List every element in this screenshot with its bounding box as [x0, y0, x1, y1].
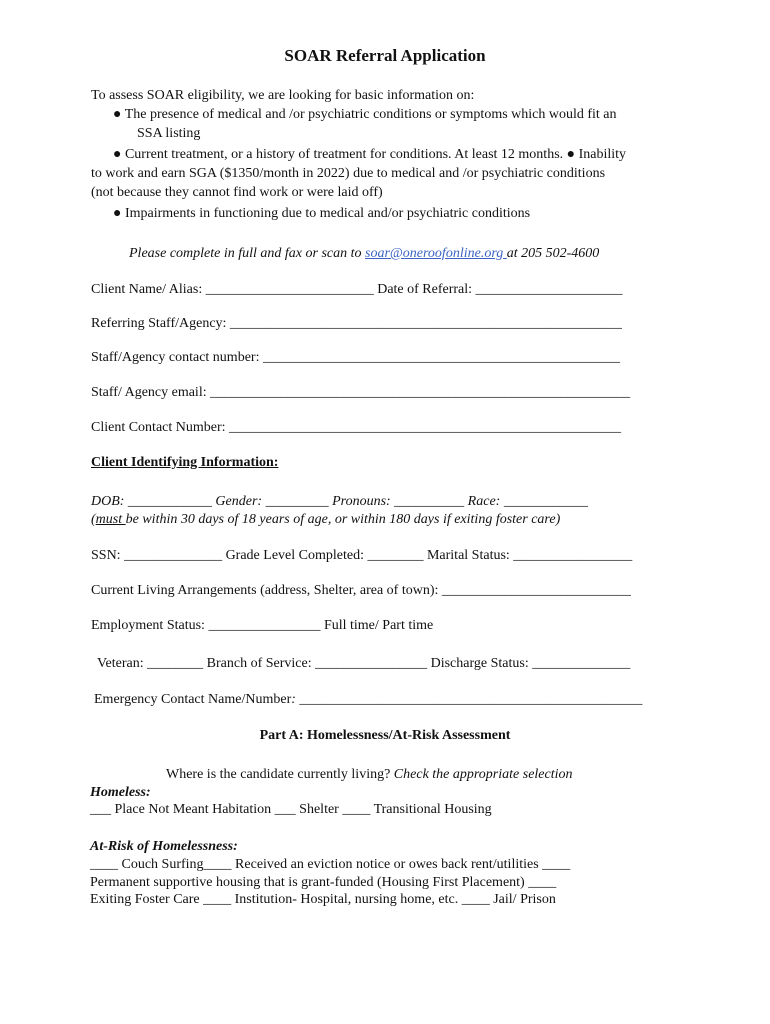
living-question-text: Where is the candidate currently living?: [166, 767, 394, 782]
dob-gender-pronouns-race-field[interactable]: DOB: ____________ Gender: _________ Pronouns: __________ Race: ____________: [91, 494, 588, 509]
bullet-treatment-cont2: (not because they cannot find work or were laid off): [91, 185, 383, 200]
age-requirement-note: [91, 511, 560, 529]
note-open-paren: (: [91, 512, 96, 527]
client-name-and-referral-date-field[interactable]: Client Name/ Alias: ________________________ Date of Referral: _____________________: [91, 282, 623, 297]
homeless-heading: Homeless:: [90, 785, 151, 800]
at-risk-options-line1[interactable]: ____ Couch Surfing____ Received an eviction notice or owes back rent/utilities ____: [90, 857, 571, 872]
at-risk-options-line2[interactable]: Permanent supportive housing that is grant-funded (Housing First Placement) ____: [90, 875, 557, 890]
living-question-hint: Check the appropriate selection: [393, 767, 573, 782]
instructions-suffix: at 205 502-4600: [506, 246, 600, 261]
part-a-heading: Part A: Homelessness/At-Risk Assessment: [259, 728, 511, 743]
emergency-contact-colon: :: [291, 692, 296, 707]
emergency-contact-field[interactable]: [94, 691, 642, 709]
employment-status-field[interactable]: Employment Status: ________________ Full time/ Part time: [91, 618, 434, 633]
note-rest: be within 30 days of 18 years of age, or within 180 days if exiting foster care): [125, 512, 561, 527]
bullet-treatment: ● Current treatment, or a history of treatment for conditions. At least 12 months. ● Inability: [113, 147, 627, 162]
bullet-impairments: ● Impairments in functioning due to medical and/or psychiatric conditions: [113, 206, 531, 221]
staff-agency-contact-number-field[interactable]: Staff/Agency contact number: ___________________________________________________: [91, 350, 620, 365]
staff-agency-email-field[interactable]: Staff/ Agency email: ____________________________________________________________: [91, 385, 631, 400]
at-risk-options-line3[interactable]: Exiting Foster Care ____ Institution- Hospital, nursing home, etc. ____ Jail/ Prison: [90, 892, 556, 907]
client-contact-number-field[interactable]: Client Contact Number: ________________________________________________________: [91, 420, 622, 435]
form-title: SOAR Referral Application: [284, 46, 486, 65]
client-identifying-heading: Client Identifying Information:: [91, 455, 279, 470]
living-arrangements-field[interactable]: Current Living Arrangements (address, Shelter, area of town): ___________________________: [91, 583, 631, 598]
note-must: must: [95, 512, 126, 527]
emergency-contact-label: Emergency Contact Name/Number: [94, 692, 292, 707]
bullet-medical-conditions-cont: SSA listing: [137, 126, 201, 141]
emergency-contact-blank[interactable]: _________________________________________________: [295, 692, 643, 707]
instructions-line: [129, 245, 599, 263]
bullet-treatment-cont: to work and earn SGA ($1350/month in 2022) due to medical and /or psychiatric conditions: [91, 166, 606, 181]
bullet-medical-conditions: ● The presence of medical and /or psychiatric conditions or symptoms which would fit an: [113, 107, 617, 122]
instructions-prefix: Please complete in full and fax or scan to: [129, 246, 366, 261]
intro-lead: To assess SOAR eligibility, we are looking for basic information on:: [91, 88, 475, 103]
homeless-options[interactable]: ___ Place Not Meant Habitation ___ Shelter ____ Transitional Housing: [90, 802, 492, 817]
referring-staff-agency-field[interactable]: Referring Staff/Agency: ________________________________________________________: [91, 316, 622, 331]
email-link[interactable]: soar@oneroofonline.org: [365, 246, 507, 261]
at-risk-heading: At-Risk of Homelessness:: [90, 839, 238, 854]
ssn-grade-marital-field[interactable]: SSN: ______________ Grade Level Completed: ________ Marital Status: _________________: [91, 548, 633, 563]
living-question: [166, 766, 573, 784]
veteran-service-discharge-field[interactable]: Veteran: ________ Branch of Service: ________________ Discharge Status: ______________: [97, 656, 631, 671]
